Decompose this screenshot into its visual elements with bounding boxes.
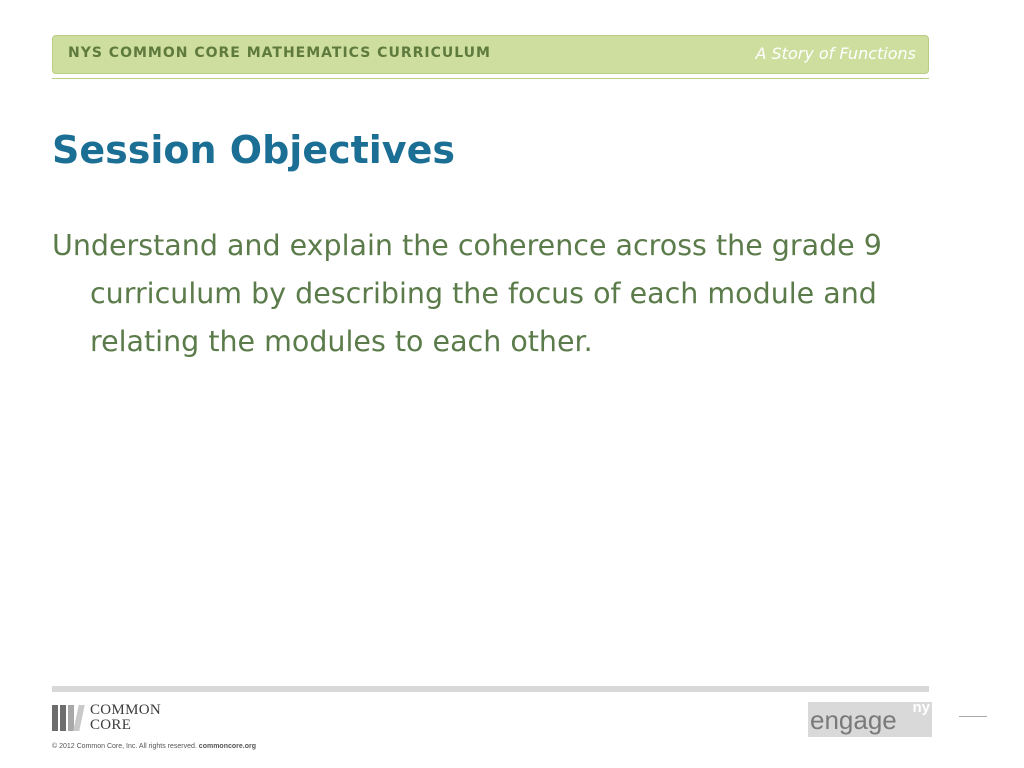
side-divider <box>959 716 987 717</box>
common-core-wordmark <box>90 703 161 733</box>
story-name: A Story of Functions <box>755 44 916 63</box>
books-icon <box>52 705 84 731</box>
copyright-link[interactable]: commoncore.org <box>198 743 256 750</box>
objective-text: Understand and explain the coherence across the grade 9 curriculum by describing the focus of each module and relating the modules to each other. <box>52 229 882 358</box>
engageny-logo <box>808 699 932 737</box>
copyright-notice <box>52 743 256 750</box>
slide-title: Session Objectives <box>52 128 455 172</box>
curriculum-header-bar <box>52 35 929 74</box>
curriculum-name: NYS COMMON CORE MATHEMATICS CURRICULUM <box>68 45 491 61</box>
common-core-line1: COMMON <box>90 702 161 718</box>
engage-wordmark: engage <box>810 705 897 735</box>
footer-divider <box>52 686 929 692</box>
copyright-text: © 2012 Common Core, Inc. All rights reserved. <box>52 743 197 750</box>
header-divider <box>52 78 929 79</box>
common-core-line2: CORE <box>90 717 132 733</box>
engage-ny-superscript: ny <box>912 699 930 716</box>
common-core-logo <box>52 703 161 733</box>
